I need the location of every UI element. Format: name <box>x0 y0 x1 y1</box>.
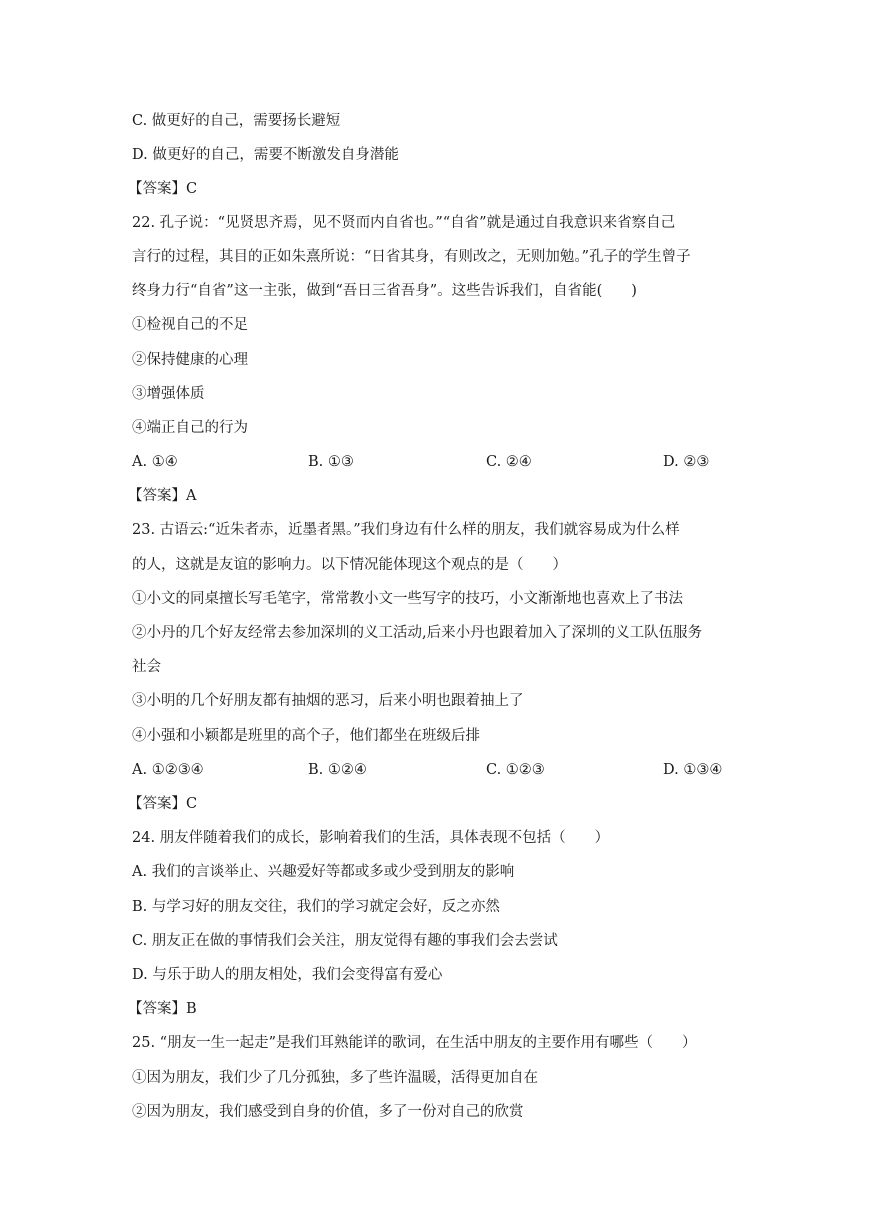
question-22-stem: 22. 孔子说：“见贤思齐焉，见不贤而内自省也。”“自省”就是通过自我意识来省察自己 <box>132 215 676 231</box>
statement-item: ④端正自己的行为 <box>132 420 248 436</box>
answer-label: 【答案】C <box>128 796 198 812</box>
option-c: C. ②④ <box>486 454 532 470</box>
statement-item: ②因为朋友，我们感受到自身的价值，多了一份对自己的欣赏 <box>132 1104 524 1120</box>
statement-item: ③小明的几个好朋友都有抽烟的恶习，后来小明也跟着抽上了 <box>132 693 524 709</box>
statement-item: ④小强和小颖都是班里的高个子，他们都坐在班级后排 <box>132 728 480 744</box>
option-b: B. ①②④ <box>308 762 367 778</box>
statement-item: ②保持健康的心理 <box>132 352 248 368</box>
statement-item: 社会 <box>132 659 161 675</box>
option-c: C. 做更好的自己，需要扬长避短 <box>132 113 341 129</box>
statement-item: ③增强体质 <box>132 386 205 402</box>
option-a: A. ①④ <box>132 454 178 470</box>
answer-label: 【答案】A <box>128 488 197 504</box>
question-22-stem: 终身力行“自省”这一主张，做到“吾日三省吾身”。这些告诉我们，自省能( ) <box>132 283 637 299</box>
statement-item: ①检视自己的不足 <box>132 317 248 333</box>
option-c: C. 朋友正在做的事情我们会关注，朋友觉得有趣的事我们会去尝试 <box>132 933 558 949</box>
option-d: D. ②③ <box>663 454 710 470</box>
statement-item: ①因为朋友，我们少了几分孤独，多了些许温暖，活得更加自在 <box>132 1070 538 1086</box>
statement-item: ②小丹的几个好友经常去参加深圳的义工活动,后来小丹也跟着加入了深圳的义工队伍服务 <box>132 625 703 641</box>
question-23-stem: 的人，这就是友谊的影响力。以下情况能体现这个观点的是（ ） <box>132 557 567 573</box>
option-d: D. 做更好的自己，需要不断激发自身潜能 <box>132 147 399 163</box>
option-b: B. ①③ <box>308 454 354 470</box>
statement-item: ①小文的同桌擅长写毛笔字，常常教小文一些写字的技巧，小文渐渐地也喜欢上了书法 <box>132 591 683 607</box>
option-c: C. ①②③ <box>486 762 545 778</box>
question-22-stem: 言行的过程，其目的正如朱熹所说：“日省其身，有则改之，无则加勉。”孔子的学生曾子 <box>132 249 691 265</box>
question-25-stem: 25. “朋友一生一起走”是我们耳熟能详的歌词，在生活中朋友的主要作用有哪些（ ） <box>132 1035 697 1051</box>
option-a: A. ①②③④ <box>132 762 204 778</box>
answer-label: 【答案】B <box>128 1001 197 1017</box>
option-d: D. 与乐于助人的朋友相处，我们会变得富有爱心 <box>132 967 443 983</box>
question-23-stem: 23. 古语云:“近朱者赤，近墨者黑。”我们身边有什么样的朋友，我们就容易成为什么样 <box>132 522 680 538</box>
answer-label: 【答案】C <box>128 181 198 197</box>
option-b: B. 与学习好的朋友交往，我们的学习就定会好，反之亦然 <box>132 899 500 915</box>
option-d: D. ①③④ <box>663 762 723 778</box>
option-a: A. 我们的言谈举止、兴趣爱好等都或多或少受到朋友的影响 <box>132 864 515 880</box>
question-24-stem: 24. 朋友伴随着我们的成长，影响着我们的生活，具体表现不包括（ ） <box>132 830 610 846</box>
